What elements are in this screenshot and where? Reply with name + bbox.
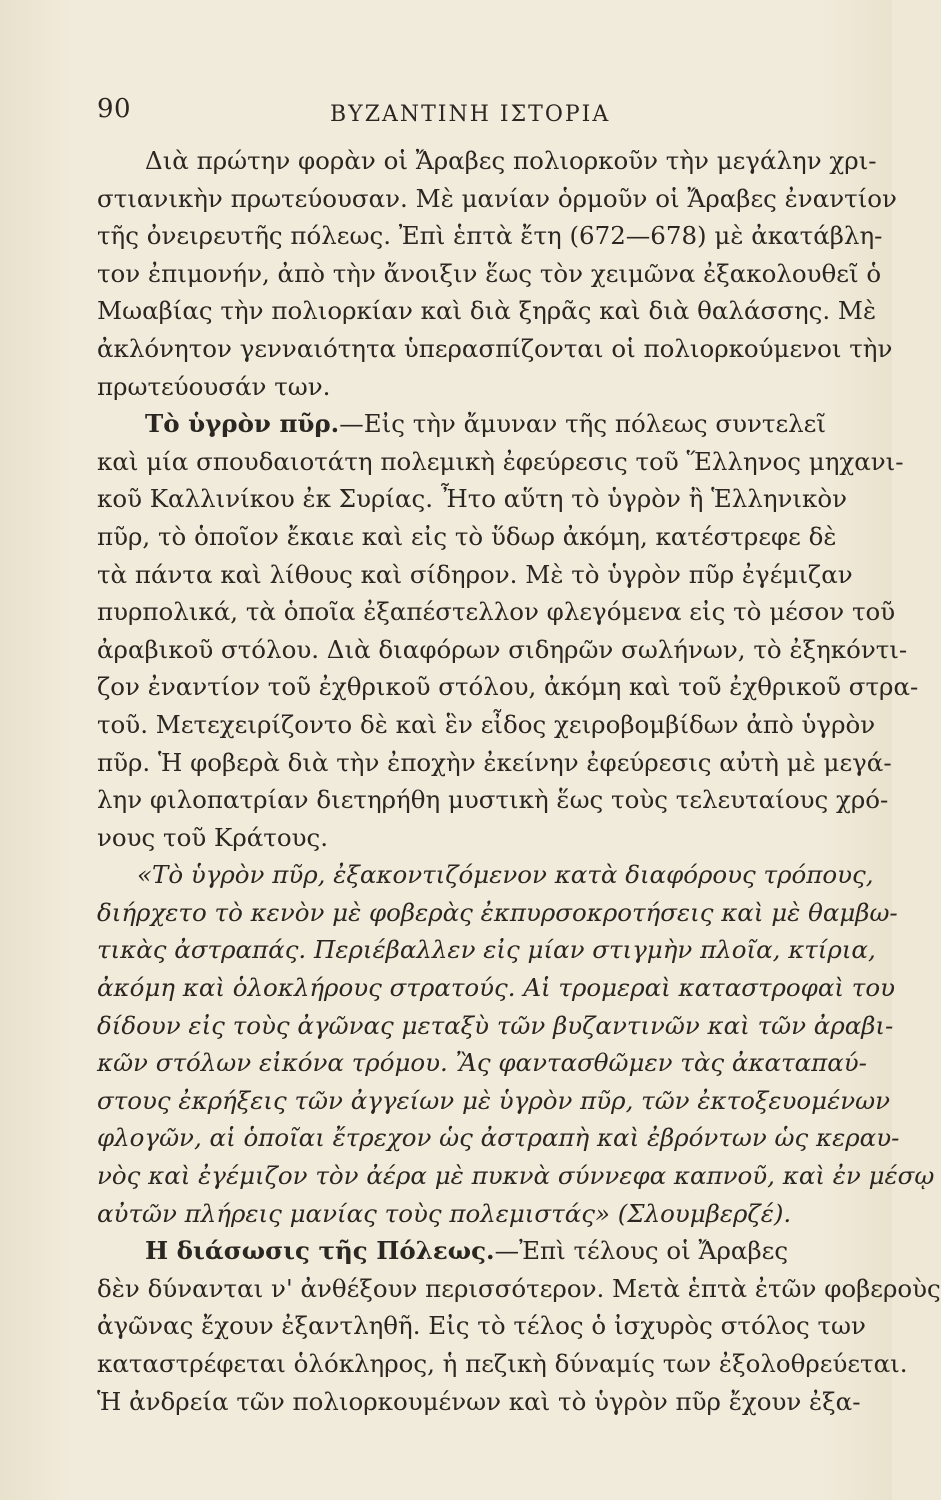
- text-line: τῆς ὀνειρευτῆς πόλεως. Ἐπὶ ἑπτὰ ἔτη (672—678) μὲ ἀκατάβλη-: [97, 221, 883, 251]
- text-line: [97, 1232, 849, 1270]
- text-line: πυρπολικά, τὰ ὁποῖα ἐξαπέστελλον φλεγόμενα εἰς τὸ μέσον τοῦ: [97, 597, 896, 627]
- text-line: στιανικὴν πρωτεύουσαν. Μὲ μανίαν ὁρμοῦν οἱ Ἄραβες ἐναντίον: [97, 183, 897, 213]
- text-line: ἀραβικοῦ στόλου. Διὰ διαφόρων σιδηρῶν σωλήνων, τὸ ἐξηκόντι-: [97, 634, 908, 664]
- text-line: καταστρέφεται ὁλόκληρος, ἡ πεζικὴ δύναμίς των ἐξολοθρεύεται.: [97, 1349, 908, 1378]
- quote-line: κῶν στόλων εἰκόνα τρόμου. Ἂς φαντασθῶμεν τὰς ἀκαταπαύ-: [97, 1048, 867, 1078]
- quote-line: τικὰς ἀστραπάς. Περιέβαλλεν εἰς μίαν στιγμὴν πλοῖα, κτίρια,: [97, 935, 876, 965]
- text-line: ἀκλόνητον γενναιότητα ὑπερασπίζονται οἱ πολιορκούμενοι τὴν: [97, 333, 893, 363]
- section-heading: Τὸ ὑγρὸν πῦρ.: [145, 409, 340, 439]
- text-line: ἀγῶνας ἔχουν ἐξαντληθῆ. Εἰς τὸ τέλος ὁ ἰσχυρὸς στόλος των: [97, 1311, 866, 1341]
- quotation-block: [97, 856, 935, 1232]
- quote-line: αὐτῶν πλήρεις μανίας τοὺς πολεμιστάς» (Σλουμβερζέ).: [97, 1198, 792, 1228]
- quote-line: ἀκόμη καὶ ὁλοκλήρους στρατούς. Αἱ τρομεραὶ καταστροφαὶ του: [97, 973, 895, 1003]
- paragraph-siege: [97, 142, 897, 405]
- text-run: —Εἰς τὴν ἄμυναν τῆς πόλεως συντελεῖ: [339, 409, 826, 439]
- running-title: ΒΥΖΑΝΤΙΝΗ ΙΣΤΟΡΙΑ: [330, 102, 611, 127]
- text-line: λην φιλοπατρίαν διετηρήθη μυστικὴ ἕως τοὺς τελευταίους χρό-: [97, 785, 889, 815]
- text-line: νους τοῦ Κράτους.: [97, 822, 328, 852]
- body-text: [97, 142, 941, 1420]
- paragraph-greek-fire: [97, 405, 919, 856]
- text-line: [97, 405, 849, 443]
- text-line: ζον ἐναντίον τοῦ ἐχθρικοῦ στόλου, ἀκόμη καὶ τοῦ ἐχθρικοῦ στρα-: [97, 672, 919, 702]
- text-line: κοῦ Καλλινίκου ἐκ Συρίας. Ἦτο αὕτη τὸ ὑγρὸν ἢ Ἑλληνικὸν: [97, 484, 847, 514]
- text-line: καὶ μία σπουδαιοτάτη πολεμικὴ ἐφεύρεσις τοῦ Ἕλληνος μηχανι-: [97, 446, 904, 476]
- text-line: δὲν δύνανται ν' ἀνθέξουν περισσότερον. Μετὰ ἑπτὰ ἐτῶν φοβεροὺς: [97, 1273, 941, 1303]
- quote-line: «Τὸ ὑγρὸν πῦρ, ἐξακοντιζόμενον κατὰ διαφόρους τρόπους,: [137, 860, 874, 890]
- text-line: Διὰ πρώτην φορὰν οἱ Ἄραβες πολιορκοῦν τὴν μεγάλην χρι-: [145, 146, 877, 175]
- text-line: Μωαβίας τὴν πολιορκίαν καὶ διὰ ξηρᾶς καὶ διὰ θαλάσσης. Μὲ: [97, 296, 877, 326]
- quote-line: στους ἐκρήξεις τῶν ἀγγείων μὲ ὑγρὸν πῦρ, τῶν ἐκτοξευομένων: [97, 1085, 890, 1115]
- text-run: —Ἐπὶ τέλους οἱ Ἄραβες: [494, 1236, 789, 1266]
- text-line: πῦρ. Ἡ φοβερὰ διὰ τὴν ἐποχὴν ἐκείνην ἐφεύρεσις αὐτὴ μὲ μεγά-: [97, 747, 892, 777]
- quote-line: διήρχετο τὸ κενὸν μὲ φοβερὰς ἐκπυρσοκροτήσεις καὶ μὲ θαμβω-: [97, 897, 898, 927]
- page-number: 90: [97, 94, 132, 124]
- quote-line: φλογῶν, αἱ ὁποῖαι ἔτρεχον ὡς ἀστραπὴ καὶ ἐβρόντων ὡς κεραυ-: [97, 1123, 900, 1153]
- text-line: τοῦ. Μετεχειρίζοντο δὲ καὶ ἓν εἶδος χειροβομβίδων ἀπὸ ὑγρὸν: [97, 709, 876, 739]
- section-heading: Η διάσωσις τῆς Πόλεως.: [145, 1236, 495, 1266]
- paragraph-salvation: [97, 1232, 941, 1420]
- text-line: πρωτεύουσάν των.: [97, 371, 331, 401]
- text-line: τὰ πάντα καὶ λίθους καὶ σίδηρον. Μὲ τὸ ὑγρὸν πῦρ ἐγέμιζαν: [97, 559, 853, 589]
- quote-line: δίδουν εἰς τοὺς ἀγῶνας μεταξὺ τῶν βυζαντινῶν καὶ τῶν ἀραβι-: [97, 1010, 894, 1040]
- text-line: πῦρ, τὸ ὁποῖον ἔκαιε καὶ εἰς τὸ ὕδωρ ἀκόμη, κατέστρεφε δὲ: [97, 521, 837, 551]
- text-line: Ἡ ἀνδρεία τῶν πολιορκουμένων καὶ τὸ ὑγρὸν πῦρ ἔχουν ἐξα-: [97, 1386, 861, 1416]
- quote-line: νὸς καὶ ἐγέμιζον τὸν ἀέρα μὲ πυκνὰ σύννεφα καπνοῦ, καὶ ἐν μέσῳ: [97, 1161, 935, 1191]
- text-line: τον ἐπιμονήν, ἀπὸ τὴν ἄνοιξιν ἕως τὸν χειμῶνα ἐξακολουθεῖ ὁ: [97, 258, 882, 288]
